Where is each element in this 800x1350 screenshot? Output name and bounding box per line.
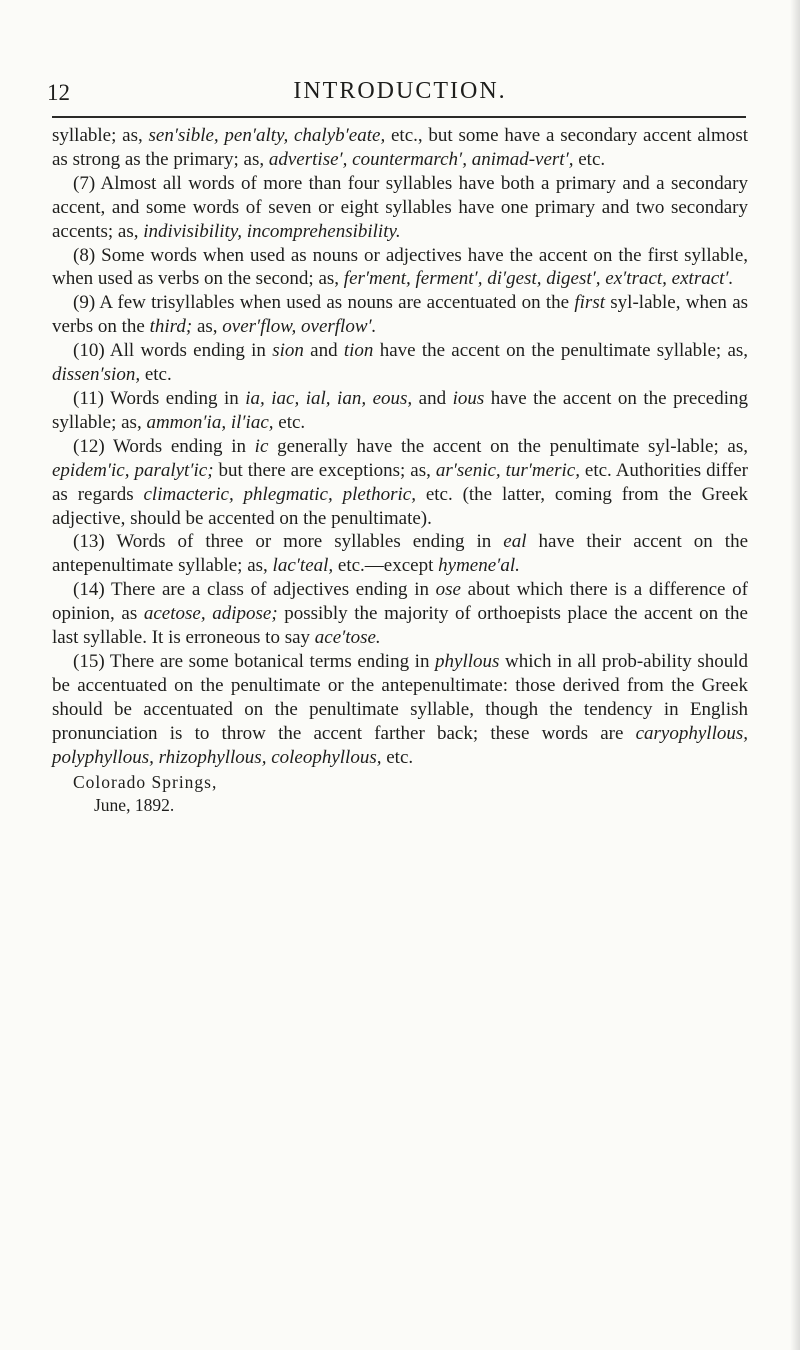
italic-term: hymene′al. [438, 555, 520, 577]
text-run: about which there is a difference of opinion, as [52, 579, 748, 625]
italic-term: sion [272, 340, 304, 362]
signature-date: June, 1892. [94, 795, 175, 816]
text-run: syllable; as, [52, 125, 149, 146]
italic-term: fer′ment, ferment′, di′gest, digest′, ex′tract, extract′. [343, 268, 734, 290]
paragraph [52, 650, 748, 770]
paragraph-number: (15) [73, 650, 105, 672]
italic-term: caryophyllous, polyphyllous, rhizophyllous, coleophyllous, [52, 722, 748, 768]
paragraph [52, 172, 748, 244]
text-run: have the accent on the preceding syllable; as, [52, 387, 748, 433]
italic-term: third; [149, 316, 193, 338]
text-run: which in all prob-ability should be accentuated on the penultimate or the antepenultimate: those derived from the Greek should be accentuated on the penultimate syllable, though the tendency in English pronunciation is to throw the accent farther back; these words are [52, 650, 749, 744]
paragraph [52, 578, 748, 650]
paragraph [52, 291, 748, 339]
header-rule [52, 116, 746, 118]
signature-place: Colorado Springs, [73, 772, 218, 793]
text-run: have their accent on the antepenultimate syllable; as, [52, 531, 748, 577]
text-run: etc. [140, 364, 172, 386]
italic-term: first [574, 292, 605, 314]
text-run: but there are exceptions; as, [213, 459, 436, 481]
paragraph-list [52, 124, 748, 769]
italic-term: lac′teal, [272, 555, 334, 577]
text-run: possibly the majority of orthoepists place the accent on the last syllable. It is erroneous to say [52, 603, 748, 649]
italic-term: ia, iac, ial, ian, eous, [245, 387, 413, 409]
text-run: and [303, 340, 344, 362]
text-run: etc. [573, 148, 606, 170]
italic-term: eal [503, 531, 527, 553]
text-run: syl-lable, when as verbs on the [52, 292, 749, 338]
text-run: as, [192, 316, 223, 338]
body-text [52, 124, 748, 817]
text-run: have the accent on the penultimate syllable; as, [373, 340, 749, 362]
text-run: Words ending in [110, 387, 246, 409]
italic-term: ious [452, 387, 485, 409]
page-header [0, 72, 800, 112]
signature-block [52, 771, 748, 817]
text-run: etc. (the latter, coming from the Greek adjective, should be accented on the penultimate). [52, 483, 749, 529]
text-run: and [412, 387, 453, 409]
italic-term: phyllous [435, 650, 500, 672]
text-run: etc. [273, 411, 306, 433]
paragraph [52, 124, 748, 172]
text-run: A few trisyllables when used as nouns are accentuated on the [99, 292, 575, 314]
paragraph-number: (11) [73, 387, 104, 409]
italic-term: over′flow, overflow′. [222, 316, 377, 338]
paragraph-number: (14) [73, 579, 105, 601]
page-number: 12 [47, 80, 70, 105]
italic-term: advertise′, countermarch′, animad-vert′, [268, 148, 574, 170]
paragraph-number: (9) [73, 292, 96, 314]
italic-term: sen′sible, pen′alty, chalyb′eate, [148, 125, 386, 146]
running-head: INTRODUCTION. [293, 78, 507, 104]
paragraph [52, 339, 748, 387]
italic-term: climacteric, phlegmatic, plethoric, [143, 483, 416, 505]
italic-term: ar′senic, tur′meric, [435, 459, 580, 481]
italic-term: dissen′sion, [52, 364, 141, 386]
paragraph-number: (13) [73, 531, 105, 553]
paragraph [52, 435, 748, 531]
paragraph [52, 387, 748, 435]
text-run: etc. [381, 746, 414, 768]
paragraph [52, 530, 748, 578]
italic-term: ace′tose. [314, 627, 381, 649]
text-run: etc.—except [333, 555, 439, 577]
italic-term: indivisibility, incomprehensibility. [143, 220, 401, 242]
text-run: Some words when used as nouns or adjectives have the accent on the first syllable, when used as verbs on the second; as, [52, 244, 749, 290]
text-run: etc., but some have a secondary accent almost as strong as the primary; as, [52, 125, 748, 170]
text-run: etc. Authorities differ as regards [52, 459, 748, 505]
paragraph-number: (8) [73, 244, 96, 266]
italic-term: ose [435, 579, 461, 601]
italic-term: ic [254, 435, 269, 457]
text-run: Words ending in [113, 435, 255, 457]
italic-term: ammon′ia, il′iac, [146, 411, 274, 433]
italic-term: acetose, adipose; [143, 603, 278, 625]
text-run: There are a class of adjectives ending in [111, 579, 436, 601]
italic-term: epidem′ic, paralyt′ic; [52, 459, 214, 481]
text-run: Words of three or more syllables ending in [116, 531, 504, 553]
paragraph-number: (12) [73, 435, 105, 457]
paragraph-number: (7) [73, 172, 96, 194]
page-edge-shadow [790, 0, 800, 1350]
paragraph-number: (10) [73, 340, 105, 362]
text-run: generally have the accent on the penultimate syl-lable; as, [268, 435, 748, 457]
italic-term: tion [343, 340, 374, 362]
paragraph [52, 244, 748, 292]
text-run: Almost all words of more than four syllables have both a primary and a secondary accent, and some words of seven or eight syllables have one primary and two secondary accents; as, [52, 172, 749, 242]
text-run: There are some botanical terms ending in [109, 650, 436, 672]
text-run: All words ending in [109, 340, 273, 362]
